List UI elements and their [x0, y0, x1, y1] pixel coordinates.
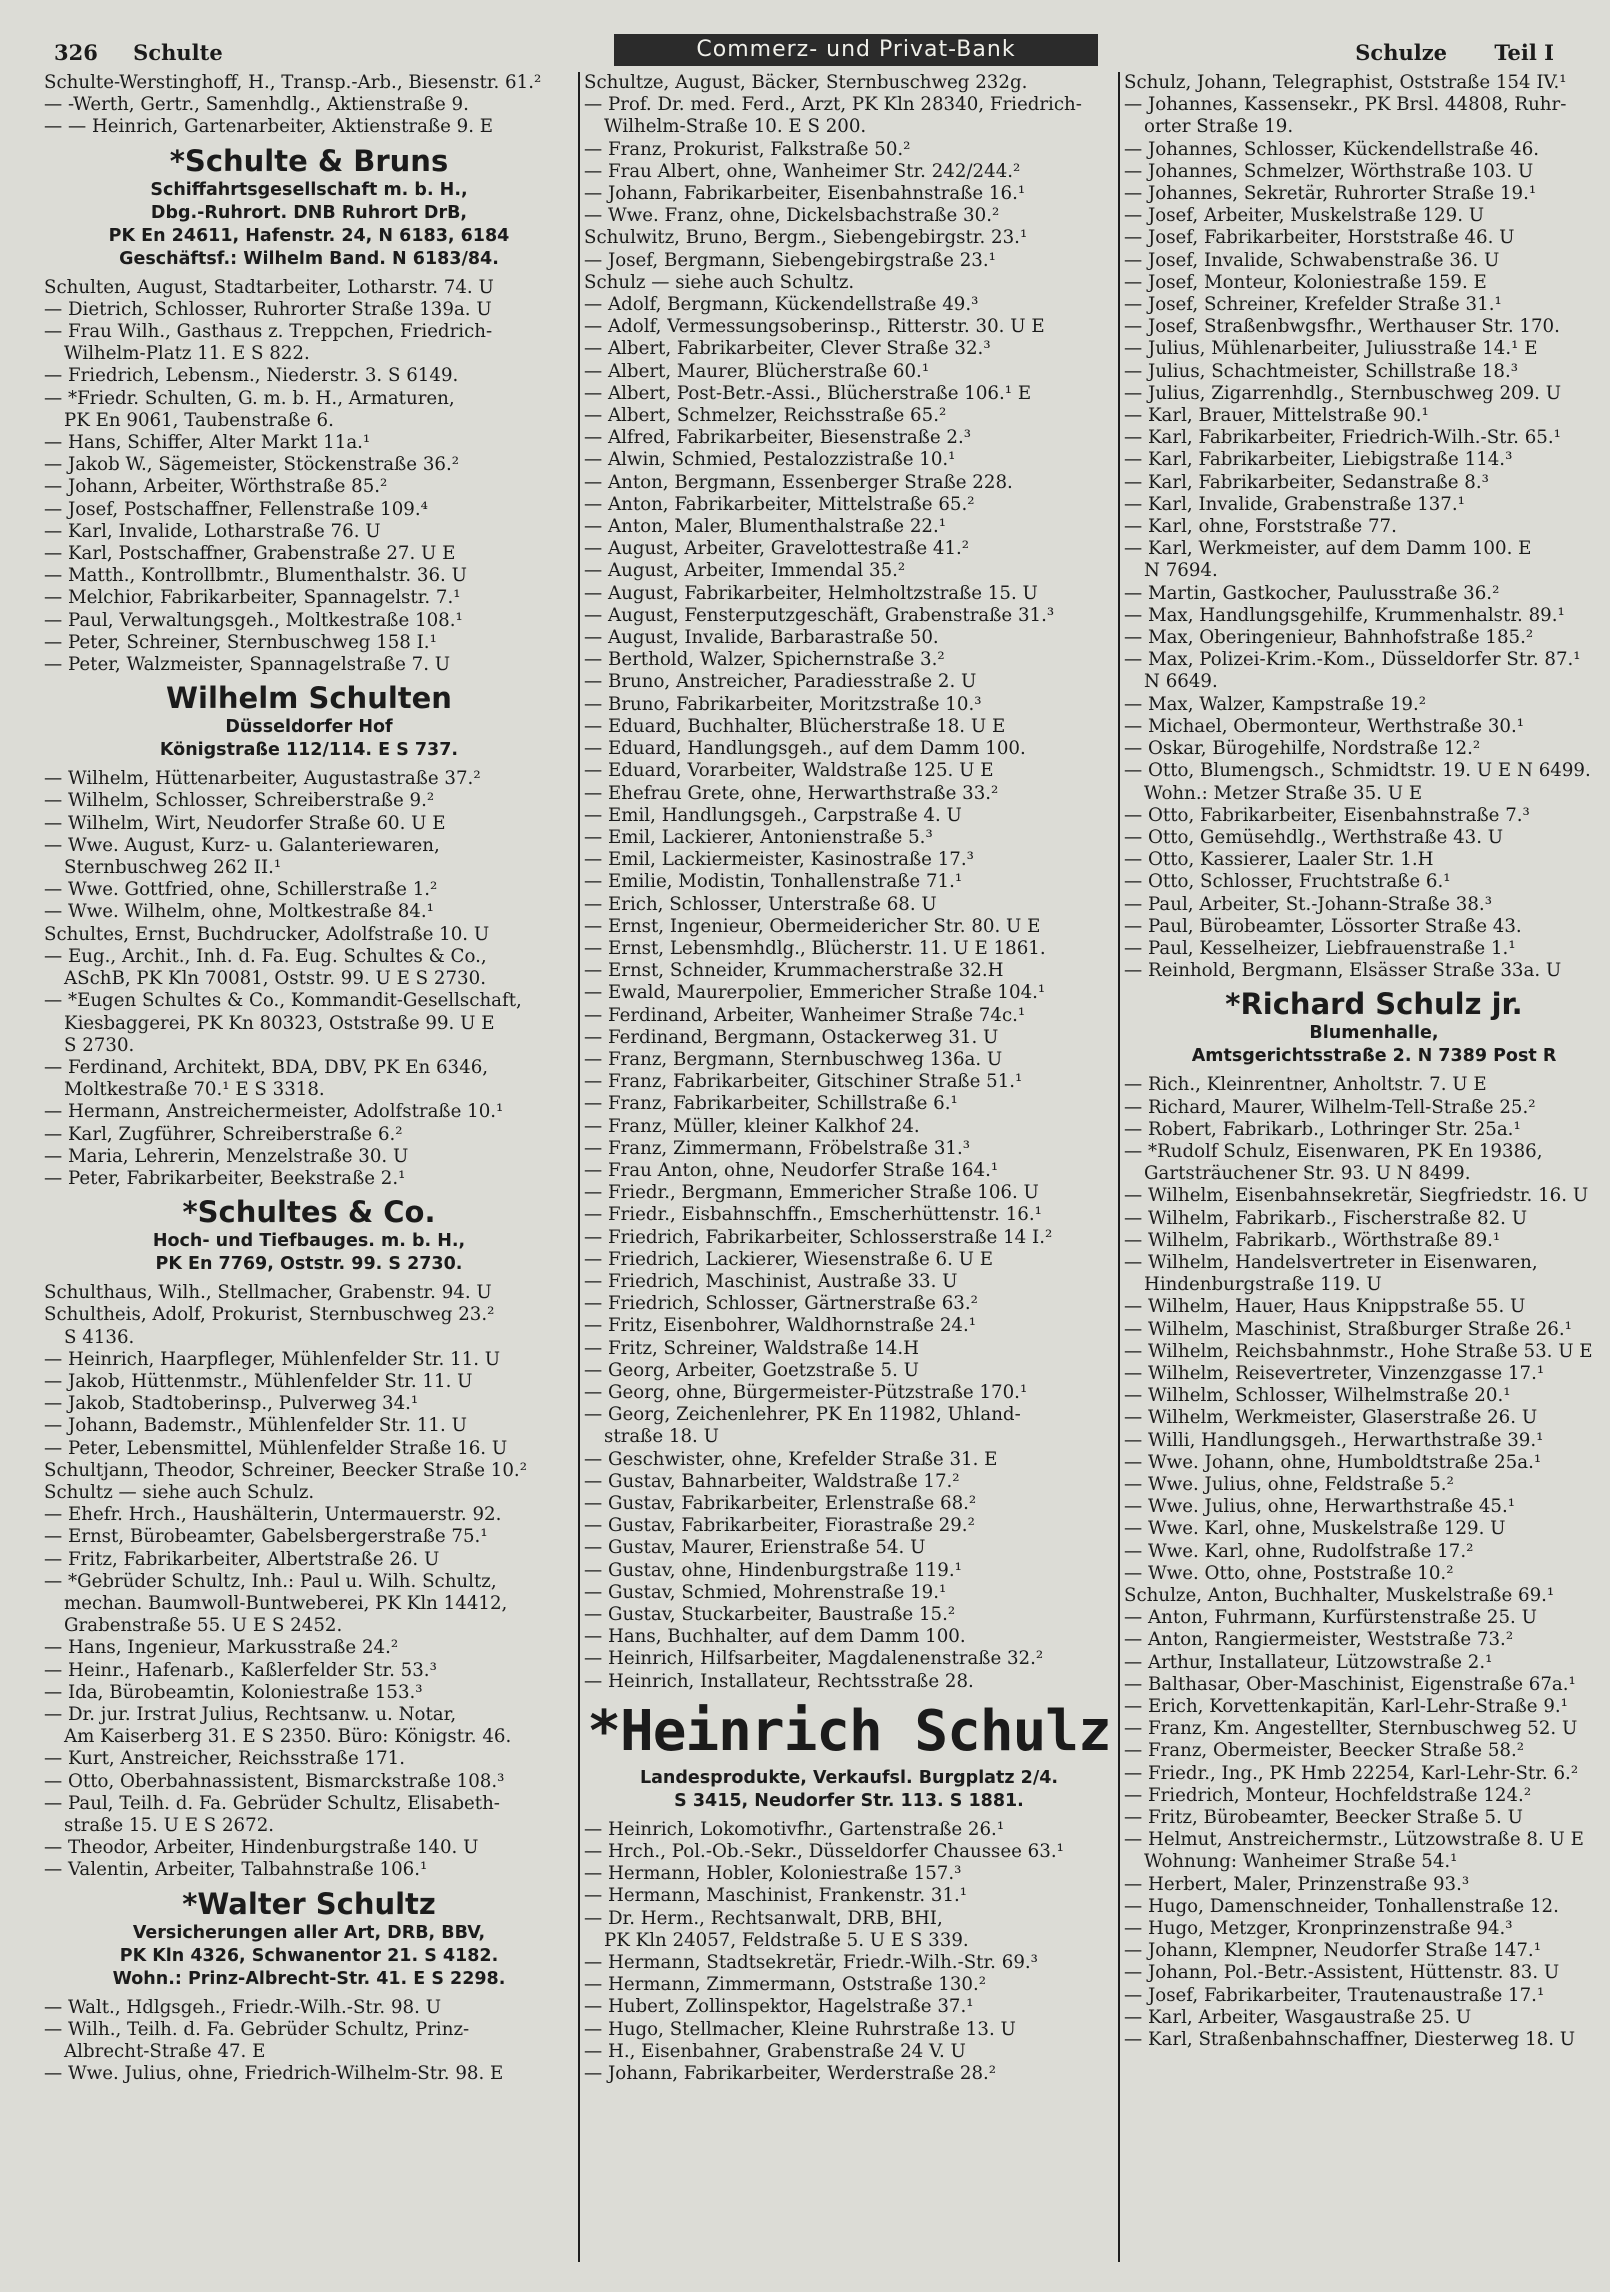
directory-entry: — Anton, Fabrikarbeiter, Mittelstraße 65.² — [584, 493, 975, 515]
directory-entry: straße 18. U — [604, 1426, 719, 1448]
column-divider — [1118, 72, 1120, 2262]
advertisement-title: *Walter Schultz — [182, 1886, 436, 1921]
directory-entry: — Max, Walzer, Kampstraße 19.² — [1124, 693, 1427, 715]
directory-entry: — Wilhelm, Hauer, Haus Knippstraße 55. U — [1124, 1296, 1526, 1318]
directory-entry: — Josef, Schreiner, Krefelder Straße 31.¹ — [1124, 294, 1502, 316]
directory-entry: — Wwe. Julius, ohne, Friedrich-Wilhelm-Str. 98. E — [44, 2063, 504, 2085]
directory-entry: — Gustav, Fabrikarbeiter, Fiorastraße 29.² — [584, 1515, 975, 1537]
advertisement-title: *Richard Schulz jr. — [1225, 987, 1523, 1022]
directory-entry: — Reinhold, Bergmann, Elsässer Straße 33a. U — [1124, 960, 1562, 982]
advertisement-line: PK En 7769, Oststr. 99. S 2730. — [155, 1254, 463, 1275]
directory-entry: — Wwe. Franz, ohne, Dickelsbachstraße 30.² — [584, 205, 1000, 227]
directory-entry: — Friedrich, Lebensm., Niederstr. 3. S 6149. — [44, 365, 459, 387]
advertisement-line: PK Kln 4326, Schwanentor 21. S 4182. — [119, 1945, 499, 1966]
directory-entry: Schulz, Johann, Telegraphist, Oststraße 154 IV.¹ — [1124, 72, 1567, 93]
directory-entry: — Emil, Handlungsgeh., Carpstraße 4. U — [584, 804, 962, 826]
directory-entry: — August, Arbeiter, Immendal 35.² — [584, 560, 906, 582]
directory-entry: — Helmut, Anstreichermstr., Lützowstraße 8. U E — [1124, 1829, 1584, 1851]
directory-entry: — Franz, Km. Angestellter, Sternbuschweg 52. U — [1124, 1718, 1578, 1740]
directory-entry: — Wwe. Johann, ohne, Humboldtstraße 25a.¹ — [1124, 1451, 1542, 1473]
directory-entry: — Karl, Werkmeister, auf dem Damm 100. E — [1124, 538, 1532, 560]
directory-entry: — Eduard, Vorarbeiter, Waldstraße 125. U E — [584, 760, 994, 782]
directory-entry: — Michael, Obermonteur, Werthstraße 30.¹ — [1124, 715, 1525, 737]
directory-entry: — Wilhelm, Eisenbahnsekretär, Siegfriedstr. 16. U — [1124, 1185, 1589, 1207]
directory-entry: — Wwe. Wilhelm, ohne, Moltkestraße 84.¹ — [44, 901, 434, 923]
directory-entry: — Eduard, Handlungsgeh., auf dem Damm 100. — [584, 738, 1026, 760]
directory-entry: — Fritz, Fabrikarbeiter, Albertstraße 26. U — [44, 1548, 440, 1570]
directory-entry: — -Werth, Gertr., Samenhdlg., Aktienstraße 9. — [44, 94, 469, 116]
directory-entry: — Karl, Zugführer, Schreiberstraße 6.² — [44, 1123, 403, 1145]
directory-entry: — Emilie, Modistin, Tonhallenstraße 71.¹ — [584, 871, 963, 893]
directory-entry: — Hugo, Stellmacher, Kleine Ruhrstraße 13. U — [584, 2018, 1016, 2040]
directory-entry: — Julius, Schachtmeister, Schillstraße 18.³ — [1124, 360, 1519, 382]
directory-entry: N 7694. — [1144, 560, 1218, 582]
directory-entry: — Johannes, Kassensekr., PK Brsl. 44808, Ruhr- — [1124, 94, 1567, 116]
directory-entry: — Peter, Schreiner, Sternbuschweg 158 I.¹ — [44, 631, 437, 653]
directory-entry: — Wwe. Julius, ohne, Feldstraße 5.² — [1124, 1473, 1454, 1495]
advertisement-line: Geschäftsf.: Wilhelm Band. N 6183/84. — [119, 248, 499, 269]
directory-entry: — Karl, Fabrikarbeiter, Sedanstraße 8.³ — [1124, 471, 1489, 493]
directory-entry: — Otto, Fabrikarbeiter, Eisenbahnstraße 7.³ — [1124, 804, 1530, 826]
directory-entry: Schulz — siehe auch Schultz. — [584, 271, 855, 293]
business-advertisement — [1124, 986, 1610, 1068]
business-advertisement — [44, 680, 574, 762]
directory-entry: PK En 9061, Taubenstraße 6. — [64, 409, 334, 431]
directory-entry: ASchB, PK Kln 70081, Oststr. 99. U E S 2730. — [64, 968, 486, 990]
directory-entry: Wilhelm-Platz 11. E S 822. — [64, 343, 310, 365]
directory-entry: — Theodor, Arbeiter, Hindenburgstraße 140. U — [44, 1837, 479, 1859]
directory-entry: Schulte-Werstinghoff, H., Transp.-Arb., Biesenstr. 61.² — [44, 72, 542, 93]
directory-entry: — Adolf, Bergmann, Kückendellstraße 49.³ — [584, 294, 979, 316]
directory-entry: — Hans, Schiffer, Alter Markt 11a.¹ — [44, 432, 371, 454]
directory-entry: — Balthasar, Ober-Maschinist, Eigenstraße 67a.¹ — [1124, 1673, 1576, 1695]
directory-entry: — Frau Anton, ohne, Neudorfer Straße 164.¹ — [584, 1159, 999, 1181]
part-label: Teil I — [1494, 40, 1554, 65]
directory-entry: — Jakob W., Sägemeister, Stöckenstraße 36.² — [44, 454, 460, 476]
directory-entry: — Melchior, Fabrikarbeiter, Spannagelstr. 7.¹ — [44, 587, 461, 609]
directory-entry: — Karl, Arbeiter, Wasgaustraße 25. U — [1124, 2006, 1472, 2028]
directory-entry: — Ferdinand, Bergmann, Ostackerweg 31. U — [584, 1026, 999, 1048]
directory-entry: Schulze, Anton, Buchhalter, Muskelstraße 69.¹ — [1124, 1585, 1555, 1606]
directory-entry: — Josef, Arbeiter, Muskelstraße 129. U — [1124, 205, 1485, 227]
advertisement-line: Dbg.-Ruhrort. DNB Ruhrort DrB, — [150, 202, 468, 223]
column-divider — [578, 72, 580, 2262]
advertisement-line: Landesprodukte, Verkaufsl. Burgplatz 2/4. — [639, 1767, 1059, 1788]
directory-entry: — Matth., Kontrollbmtr., Blumenthalstr. 36. U — [44, 565, 467, 587]
directory-entry: — Alwin, Schmied, Pestalozzistraße 10.¹ — [584, 449, 956, 471]
directory-entry: — *Eugen Schultes & Co., Kommandit-Gesellschaft, — [44, 990, 522, 1012]
directory-entry: — Franz, Obermeister, Beecker Straße 58.² — [1124, 1740, 1525, 1762]
directory-entry: — Karl, Postschaffner, Grabenstraße 27. U E — [44, 543, 456, 565]
directory-entry: — Franz, Zimmermann, Fröbelstraße 31.³ — [584, 1137, 971, 1159]
directory-entry: — Johann, Fabrikarbeiter, Werderstraße 28.² — [584, 2063, 997, 2085]
directory-entry: — Josef, Fabrikarbeiter, Horststraße 46. U — [1124, 227, 1515, 249]
directory-entry: — Friedr., Ing., PK Hmb 22254, Karl-Lehr-Str. 6.² — [1124, 1762, 1579, 1784]
directory-entry: — Ernst, Schneider, Krummacherstraße 32.H — [584, 960, 1004, 982]
directory-entry: — Robert, Fabrikarb., Lothringer Str. 25a.¹ — [1124, 1118, 1521, 1140]
directory-entry: — August, Invalide, Barbarastraße 50. — [584, 627, 939, 649]
directory-entry: — Prof. Dr. med. Ferd., Arzt, PK Kln 28340, Friedrich- — [584, 94, 1082, 116]
directory-entry: — Eug., Archit., Inh. d. Fa. Eug. Schultes & Co., — [44, 945, 487, 967]
directory-entry: — Erich, Schlosser, Unterstraße 68. U — [584, 893, 937, 915]
page-number: 326 — [54, 40, 98, 65]
directory-entry: — Martin, Gastkocher, Paulusstraße 36.² — [1124, 582, 1500, 604]
directory-entry: Schultes, Ernst, Buchdrucker, Adolfstraße 10. U — [44, 923, 490, 945]
directory-entry: — — Heinrich, Gartenarbeiter, Aktienstraße 9. E — [44, 116, 494, 138]
directory-entry: — Paul, Verwaltungsgeh., Moltkestraße 108.¹ — [44, 609, 463, 631]
directory-entry: Hindenburgstraße 119. U — [1144, 1274, 1382, 1296]
advertisement-line: Königstraße 112/114. E S 737. — [159, 740, 459, 761]
column-2 — [584, 72, 1114, 2262]
directory-entry: — Ferdinand, Architekt, BDA, DBV, PK En 6346, — [44, 1056, 489, 1078]
directory-entry: — Anton, Rangiermeister, Weststraße 73.² — [1124, 1629, 1514, 1651]
directory-entry: — Ehefrau Grete, ohne, Herwarthstraße 33.² — [584, 782, 999, 804]
directory-entry: — Eduard, Buchhalter, Blücherstraße 18. U E — [584, 715, 1006, 737]
directory-entry: — Johann, Pol.-Betr.-Assistent, Hüttenstr. 83. U — [1124, 1962, 1560, 1984]
directory-entry: — Gustav, Maurer, Erienstraße 54. U — [584, 1537, 926, 1559]
directory-entry: — Peter, Walzmeister, Spannagelstraße 7. U — [44, 654, 451, 676]
directory-entry: — Ehefr. Hrch., Haushälterin, Untermauerstr. 92. — [44, 1504, 502, 1526]
directory-entry: — Otto, Schlosser, Fruchtstraße 6.¹ — [1124, 871, 1451, 893]
directory-entry: mechan. Baumwoll-Buntweberei, PK Kln 14412, — [64, 1592, 508, 1614]
bank-banner: Commerz- und Privat-Bank — [614, 34, 1098, 66]
directory-entry: — Fritz, Eisenbohrer, Waldhornstraße 24.¹ — [584, 1315, 977, 1337]
column-1 — [44, 72, 574, 2262]
directory-entry: — Max, Handlungsgehilfe, Krummenhalstr. 89.¹ — [1124, 604, 1565, 626]
directory-entry: — Wilhelm, Fabrikarb., Wörthstraße 89.¹ — [1124, 1229, 1501, 1251]
directory-entry: — Albert, Maurer, Blücherstraße 60.¹ — [584, 360, 930, 382]
directory-entry: — Hubert, Zollinspektor, Hagelstraße 37.¹ — [584, 1996, 974, 2018]
directory-entry: — Karl, Invalide, Lotharstraße 76. U — [44, 520, 381, 542]
directory-entry: — Hermann, Stadtsekretär, Friedr.-Wilh.-Str. 69.³ — [584, 1952, 1038, 1974]
directory-entry: — Karl, Brauer, Mittelstraße 90.¹ — [1124, 405, 1429, 427]
directory-entry: — Franz, Müller, kleiner Kalkhof 24. — [584, 1115, 920, 1137]
directory-entry: — Wilh., Teilh. d. Fa. Gebrüder Schultz, Prinz- — [44, 2018, 470, 2040]
advertisement-line: Blumenhalle, — [1309, 1023, 1439, 1044]
directory-entry: — Fritz, Schreiner, Waldstraße 14.H — [584, 1337, 919, 1359]
directory-entry: Schultz — siehe auch Schulz. — [44, 1481, 315, 1503]
directory-entry: — Karl, Fabrikarbeiter, Friedrich-Wilh.-Str. 65.¹ — [1124, 427, 1561, 449]
advertisement-line: Versicherungen aller Art, DRB, BBV, — [132, 1922, 486, 1943]
directory-entry: — Hans, Buchhalter, auf dem Damm 100. — [584, 1626, 966, 1648]
advertisement-title: Wilhelm Schulten — [166, 681, 452, 716]
directory-entry: S 2730. — [64, 1034, 135, 1056]
directory-entry: — Gustav, Bahnarbeiter, Waldstraße 17.² — [584, 1470, 960, 1492]
directory-entry: — Willi, Handlungsgeh., Herwarthstraße 39.¹ — [1124, 1429, 1544, 1451]
directory-entry: — Hermann, Hobler, Koloniestraße 157.³ — [584, 1863, 962, 1885]
directory-entry: — Albert, Fabrikarbeiter, Clever Straße 32.³ — [584, 338, 991, 360]
directory-entry: — Johann, Fabrikarbeiter, Eisenbahnstraße 16.¹ — [584, 183, 1026, 205]
directory-entry: — Hugo, Metzger, Kronprinzenstraße 94.³ — [1124, 1918, 1513, 1940]
directory-entry: — Oskar, Bürogehilfe, Nordstraße 12.² — [1124, 738, 1481, 760]
column-3 — [1124, 72, 1610, 2262]
directory-entry: Schulthaus, Wilh., Stellmacher, Grabenstr. 94. U — [44, 1282, 492, 1304]
directory-entry: — Franz, Fabrikarbeiter, Schillstraße 6.¹ — [584, 1093, 958, 1115]
directory-entry: S 4136. — [64, 1326, 135, 1348]
directory-columns — [44, 72, 1593, 2262]
directory-entry: — Herbert, Maler, Prinzenstraße 93.³ — [1124, 1873, 1470, 1895]
directory-entry: — Josef, Bergmann, Siebengebirgstraße 23.¹ — [584, 249, 996, 271]
directory-entry: — Anton, Maler, Blumenthalstraße 22.¹ — [584, 516, 947, 538]
directory-entry: — Emil, Lackiermeister, Kasinostraße 17.³ — [584, 849, 974, 871]
directory-entry: — Hermann, Zimmermann, Oststraße 130.² — [584, 1974, 987, 1996]
directory-entry: Wohnung: Wanheimer Straße 54.¹ — [1144, 1851, 1458, 1873]
advertisement-title: *Schultes & Co. — [182, 1195, 436, 1230]
directory-entry: — Josef, Invalide, Schwabenstraße 36. U — [1124, 249, 1500, 271]
directory-entry: Schultheis, Adolf, Prokurist, Sternbuschweg 23.² — [44, 1304, 495, 1326]
directory-entry: — Alfred, Fabrikarbeiter, Biesenstraße 2.³ — [584, 427, 972, 449]
directory-entry: — Franz, Bergmann, Sternbuschweg 136a. U — [584, 1048, 1003, 1070]
advertisement-line: Amtsgerichtsstraße 2. N 7389 Post R — [1191, 1046, 1557, 1067]
directory-entry: — Heinrich, Lokomotivfhr., Gartenstraße 26.¹ — [584, 1818, 1005, 1840]
directory-entry: — Karl, Fabrikarbeiter, Liebigstraße 114.³ — [1124, 449, 1513, 471]
directory-entry: — Erich, Korvettenkapitän, Karl-Lehr-Straße 9.¹ — [1124, 1696, 1568, 1718]
directory-entry: Sternbuschweg 262 II.¹ — [64, 857, 282, 879]
business-advertisement — [44, 143, 574, 271]
directory-entry: — Wwe. August, Kurz- u. Galanteriewaren, — [44, 834, 440, 856]
directory-entry: — Heinr., Hafenarb., Kaßlerfelder Str. 53.³ — [44, 1659, 437, 1681]
directory-entry: — Johannes, Schlosser, Kückendellstraße 46. — [1124, 138, 1540, 160]
directory-entry: — Berthold, Walzer, Spichernstraße 3.² — [584, 649, 945, 671]
directory-entry: N 6649. — [1144, 671, 1218, 693]
directory-entry: Grabenstraße 55. U E S 2452. — [64, 1615, 343, 1637]
directory-entry: Gartsträuchener Str. 93. U N 8499. — [1144, 1163, 1471, 1185]
directory-entry: — Peter, Fabrikarbeiter, Beekstraße 2.¹ — [44, 1167, 406, 1189]
directory-entry: — Bruno, Fabrikarbeiter, Moritzstraße 10.³ — [584, 693, 982, 715]
directory-entry: — August, Fabrikarbeiter, Helmholtzstraße 15. U — [584, 582, 1038, 604]
directory-entry: Schulten, August, Stadtarbeiter, Lotharstr. 74. U — [44, 276, 494, 298]
directory-entry: — Julius, Zigarrenhdlg., Sternbuschweg 209. U — [1124, 382, 1562, 404]
directory-entry: — August, Arbeiter, Gravelottestraße 41.² — [584, 538, 970, 560]
directory-entry: — Johann, Klempner, Neudorfer Straße 147.¹ — [1124, 1940, 1541, 1962]
directory-entry: — *Gebrüder Schultz, Inh.: Paul u. Wilh. Schultz, — [44, 1570, 497, 1592]
directory-entry: — Friedrich, Monteur, Hochfeldstraße 124.² — [1124, 1784, 1532, 1806]
directory-entry: — Wwe. Gottfried, ohne, Schillerstraße 1.² — [44, 879, 438, 901]
directory-entry: — Friedr., Bergmann, Emmericher Straße 106. U — [584, 1182, 1039, 1204]
advertisement-line: PK En 24611, Hafenstr. 24, N 6183, 6184 — [108, 225, 510, 246]
directory-entry: — Wilhelm, Werkmeister, Glaserstraße 26. U — [1124, 1407, 1538, 1429]
directory-entry: — Gustav, ohne, Hindenburgstraße 119.¹ — [584, 1559, 962, 1581]
directory-entry: — Hermann, Maschinist, Frankenstr. 31.¹ — [584, 1885, 968, 1907]
directory-entry: — Gustav, Schmied, Mohrenstraße 19.¹ — [584, 1581, 947, 1603]
directory-entry: — Julius, Mühlenarbeiter, Juliusstraße 14.¹ E — [1124, 338, 1538, 360]
directory-entry: — Ida, Bürobeamtin, Koloniestraße 153.³ — [44, 1681, 423, 1703]
directory-entry: — Friedrich, Fabrikarbeiter, Schlosserstraße 14 I.² — [584, 1226, 1053, 1248]
directory-entry: Moltkestraße 70.¹ E S 3318. — [64, 1079, 325, 1101]
directory-entry: PK Kln 24057, Feldstraße 5. U E S 339. — [604, 1929, 969, 1951]
directory-entry: — Josef, Monteur, Koloniestraße 159. E — [1124, 271, 1487, 293]
directory-entry: — Georg, Zeichenlehrer, PK En 11982, Uhland- — [584, 1404, 1021, 1426]
directory-entry: — Peter, Lebensmittel, Mühlenfelder Straße 16. U — [44, 1437, 508, 1459]
directory-entry: — Anton, Fuhrmann, Kurfürstenstraße 25. U — [1124, 1607, 1537, 1629]
directory-entry: — Johann, Bademstr., Mühlenfelder Str. 11. U — [44, 1415, 467, 1437]
directory-entry: — Wilhelm, Maschinist, Straßburger Straße 26.¹ — [1124, 1318, 1572, 1340]
directory-entry: — Max, Oberingenieur, Bahnhofstraße 185.² — [1124, 627, 1534, 649]
directory-entry: orter Straße 19. — [1144, 116, 1294, 138]
directory-entry: — Walt., Hdlgsgeh., Friedr.-Wilh.-Str. 98. U — [44, 1996, 442, 2018]
directory-entry: — Dr. Herm., Rechtsanwalt, DRB, BHI, — [584, 1907, 943, 1929]
directory-entry: Wilhelm-Straße 10. E S 200. — [604, 116, 867, 138]
business-advertisement — [44, 1886, 574, 1991]
directory-entry: — Otto, Oberbahnassistent, Bismarckstraße 108.³ — [44, 1770, 505, 1792]
directory-entry: — Albert, Schmelzer, Reichsstraße 65.² — [584, 405, 947, 427]
directory-entry: — Georg, ohne, Bürgermeister-Pützstraße 170.¹ — [584, 1381, 1028, 1403]
running-head-right: Schulze — [1355, 40, 1448, 65]
directory-entry: — Karl, ohne, Forststraße 77. — [1124, 516, 1397, 538]
page-header — [44, 34, 1584, 74]
directory-entry: — Wilhelm, Wirt, Neudorfer Straße 60. U E — [44, 812, 446, 834]
directory-entry: — August, Fensterputzgeschäft, Grabenstraße 31.³ — [584, 604, 1055, 626]
directory-entry: — Johann, Arbeiter, Wörthstraße 85.² — [44, 476, 388, 498]
directory-entry: — Paul, Teilh. d. Fa. Gebrüder Schultz, Elisabeth- — [44, 1792, 500, 1814]
directory-entry: — Jakob, Hüttenmstr., Mühlenfelder Str. 11. U — [44, 1370, 473, 1392]
directory-entry: — Arthur, Installateur, Lützowstraße 2.¹ — [1124, 1651, 1493, 1673]
advertisement-line: Wohn.: Prinz-Albrecht-Str. 41. E S 2298. — [112, 1968, 506, 1989]
directory-entry: — Ewald, Maurerpolier, Emmericher Straße 104.¹ — [584, 982, 1046, 1004]
directory-entry: — Heinrich, Haarpfleger, Mühlenfelder Str. 11. U — [44, 1348, 501, 1370]
directory-entry: — *Rudolf Schulz, Eisenwaren, PK En 19386, — [1124, 1140, 1543, 1162]
directory-entry: — Adolf, Vermessungsoberinsp., Ritterstr. 30. U E — [584, 316, 1045, 338]
directory-entry: — Hugo, Damenschneider, Tonhallenstraße 12. — [1124, 1895, 1559, 1917]
directory-entry: — Friedrich, Lackierer, Wiesenstraße 6. U E — [584, 1248, 994, 1270]
directory-entry: — Franz, Fabrikarbeiter, Gitschiner Straße 51.¹ — [584, 1071, 1023, 1093]
directory-entry: — H., Eisenbahner, Grabenstraße 24 V. U — [584, 2040, 966, 2062]
directory-entry: — Dr. jur. Irstrat Julius, Rechtsanw. u. Notar, — [44, 1703, 457, 1725]
directory-entry: — Wwe. Otto, ohne, Poststraße 10.² — [1124, 1562, 1454, 1584]
directory-entry: — Hrch., Pol.-Ob.-Sekr., Düsseldorfer Chaussee 63.¹ — [584, 1841, 1064, 1863]
directory-entry: — Paul, Arbeiter, St.-Johann-Straße 38.³ — [1124, 893, 1492, 915]
directory-entry: — Hans, Ingenieur, Markusstraße 24.² — [44, 1637, 399, 1659]
directory-entry: — Friedrich, Maschinist, Austraße 33. U — [584, 1270, 958, 1292]
directory-entry: — Gustav, Stuckarbeiter, Baustraße 15.² — [584, 1604, 956, 1626]
directory-entry: — Ernst, Bürobeamter, Gabelsbergerstraße 75.¹ — [44, 1526, 488, 1548]
directory-entry: — Dietrich, Schlosser, Ruhrorter Straße 139a. U — [44, 298, 492, 320]
advertisement-line: S 3415, Neudorfer Str. 113. S 1881. — [674, 1790, 1024, 1811]
directory-entry: Albrecht-Straße 47. E — [64, 2041, 266, 2063]
directory-entry: — Wilhelm, Reisevertreter, Vinzenzgasse 17.¹ — [1124, 1362, 1545, 1384]
directory-entry: Schultze, August, Bäcker, Sternbuschweg 232g. — [584, 72, 1028, 93]
directory-entry: — Ferdinand, Arbeiter, Wanheimer Straße 74c.¹ — [584, 1004, 1026, 1026]
directory-entry: Schultjann, Theodor, Schreiner, Beecker Straße 10.² — [44, 1459, 527, 1481]
directory-entry: — Heinrich, Installateur, Rechtsstraße 28. — [584, 1670, 974, 1692]
directory-entry: — Johannes, Schmelzer, Wörthstraße 103. U — [1124, 160, 1534, 182]
directory-entry: — Fritz, Bürobeamter, Beecker Straße 5. U — [1124, 1807, 1523, 1829]
directory-entry: — Rich., Kleinrentner, Anholtstr. 7. U E — [1124, 1074, 1487, 1096]
directory-entry: — Emil, Lackierer, Antonienstraße 5.³ — [584, 826, 933, 848]
directory-entry: — Josef, Straßenbwgsfhr., Werthauser Str. 170. — [1124, 316, 1560, 338]
directory-entry: — Friedrich, Schlosser, Gärtnerstraße 63.² — [584, 1293, 978, 1315]
directory-entry: — Josef, Fabrikarbeiter, Trautenaustraße 17.¹ — [1124, 1984, 1545, 2006]
directory-entry: — Frau Albert, ohne, Wanheimer Str. 242/244.² — [584, 160, 1021, 182]
directory-entry: — Albert, Post-Betr.-Assi., Blücherstraße 106.¹ E — [584, 382, 1032, 404]
directory-entry: — Gustav, Fabrikarbeiter, Erlenstraße 68.² — [584, 1493, 977, 1514]
business-advertisement — [44, 1194, 574, 1276]
directory-entry: Kiesbaggerei, PK Kn 80323, Oststraße 99. U E — [64, 1012, 495, 1034]
directory-entry: — Franz, Prokurist, Falkstraße 50.² — [584, 138, 911, 160]
directory-entry: — Richard, Maurer, Wilhelm-Tell-Straße 25.² — [1124, 1096, 1536, 1118]
directory-entry: — Bruno, Anstreicher, Paradiesstraße 2. U — [584, 671, 977, 693]
directory-entry: — Anton, Bergmann, Essenberger Straße 228. — [584, 471, 1013, 493]
directory-entry: — Otto, Blumengsch., Schmidtstr. 19. U E N 6499. — [1124, 760, 1591, 782]
advertisement-line: Hoch- und Tiefbauges. m. b. H., — [152, 1231, 466, 1252]
directory-entry: — Johannes, Sekretär, Ruhrorter Straße 19.¹ — [1124, 183, 1537, 205]
directory-entry: — Max, Polizei-Krim.-Kom., Düsseldorfer Str. 87.¹ — [1124, 649, 1581, 671]
directory-entry: — Jakob, Stadtoberinsp., Pulverweg 34.¹ — [44, 1393, 419, 1415]
directory-entry: — Wilhelm, Fabrikarb., Fischerstraße 82. U — [1124, 1207, 1528, 1229]
directory-entry: — *Friedr. Schulten, G. m. b. H., Armaturen, — [44, 387, 455, 409]
advertisement-line: Düsseldorfer Hof — [225, 717, 393, 738]
running-head-left: Schulte — [133, 40, 223, 65]
directory-entry: Am Kaiserberg 31. E S 2350. Büro: Königstr. 46. — [64, 1726, 512, 1748]
directory-entry: — Ernst, Lebensmhdlg., Blücherstr. 11. U E 1861. — [584, 937, 1046, 959]
directory-entry: — Frau Wilh., Gasthaus z. Treppchen, Friedrich- — [44, 321, 493, 343]
directory-entry: — Otto, Gemüsehdlg., Werthstraße 43. U — [1124, 826, 1504, 848]
directory-entry: — Maria, Lehrerin, Menzelstraße 30. U — [44, 1145, 409, 1167]
directory-entry: — Josef, Postschaffner, Fellenstraße 109.⁴ — [44, 498, 428, 520]
directory-entry: — Otto, Kassierer, Laaler Str. 1.H — [1124, 849, 1434, 871]
business-advertisement — [584, 1697, 1114, 1813]
directory-entry: — Valentin, Arbeiter, Talbahnstraße 106.¹ — [44, 1859, 428, 1881]
directory-entry: — Wwe. Karl, ohne, Rudolfstraße 17.² — [1124, 1540, 1474, 1562]
directory-entry: — Karl, Invalide, Grabenstraße 137.¹ — [1124, 493, 1465, 515]
directory-entry: — Wilhelm, Handelsvertreter in Eisenwaren, — [1124, 1251, 1538, 1273]
directory-entry: — Karl, Straßenbahnschaffner, Diesterweg 18. U — [1124, 2029, 1576, 2051]
advertisement-title: *Schulte & Bruns — [169, 143, 449, 178]
directory-entry: — Kurt, Anstreicher, Reichsstraße 171. — [44, 1748, 405, 1770]
advertisement-title: *Heinrich Schulz — [587, 1698, 1111, 1764]
directory-entry: — Hermann, Anstreichermeister, Adolfstraße 10.¹ — [44, 1101, 504, 1123]
directory-entry: — Georg, Arbeiter, Goetzstraße 5. U — [584, 1359, 919, 1381]
directory-entry: Wohn.: Metzer Straße 35. U E — [1144, 782, 1423, 804]
directory-entry: — Ernst, Ingenieur, Obermeidericher Str. 80. U E — [584, 915, 1041, 937]
directory-entry: Schulwitz, Bruno, Bergm., Siebengebirgstr. 23.¹ — [584, 227, 1028, 249]
directory-entry: — Paul, Kesselheizer, Liebfrauenstraße 1.¹ — [1124, 937, 1516, 959]
advertisement-line: Schiffahrtsgesellschaft m. b. H., — [150, 179, 468, 200]
directory-entry: — Wilhelm, Hüttenarbeiter, Augustastraße 37.² — [44, 768, 481, 790]
directory-entry: — Wilhelm, Reichsbahnmstr., Hohe Straße 53. U E — [1124, 1340, 1593, 1362]
directory-entry: — Wwe. Julius, ohne, Herwarthstraße 45.¹ — [1124, 1496, 1516, 1518]
directory-entry: — Geschwister, ohne, Krefelder Straße 31. E — [584, 1448, 998, 1470]
directory-entry: — Friedr., Eisbahnschffn., Emscherhüttenstr. 16.¹ — [584, 1204, 1042, 1226]
directory-entry: — Wwe. Karl, ohne, Muskelstraße 129. U — [1124, 1518, 1506, 1540]
directory-entry: — Heinrich, Hilfsarbeiter, Magdalenenstraße 32.² — [584, 1648, 1044, 1670]
directory-entry: — Wilhelm, Schlosser, Wilhelmstraße 20.¹ — [1124, 1385, 1511, 1407]
directory-entry: — Wilhelm, Schlosser, Schreiberstraße 9.² — [44, 790, 435, 812]
directory-entry: straße 15. U E S 2672. — [64, 1815, 275, 1836]
directory-entry: — Paul, Bürobeamter, Lössorter Straße 43. — [1124, 915, 1522, 937]
